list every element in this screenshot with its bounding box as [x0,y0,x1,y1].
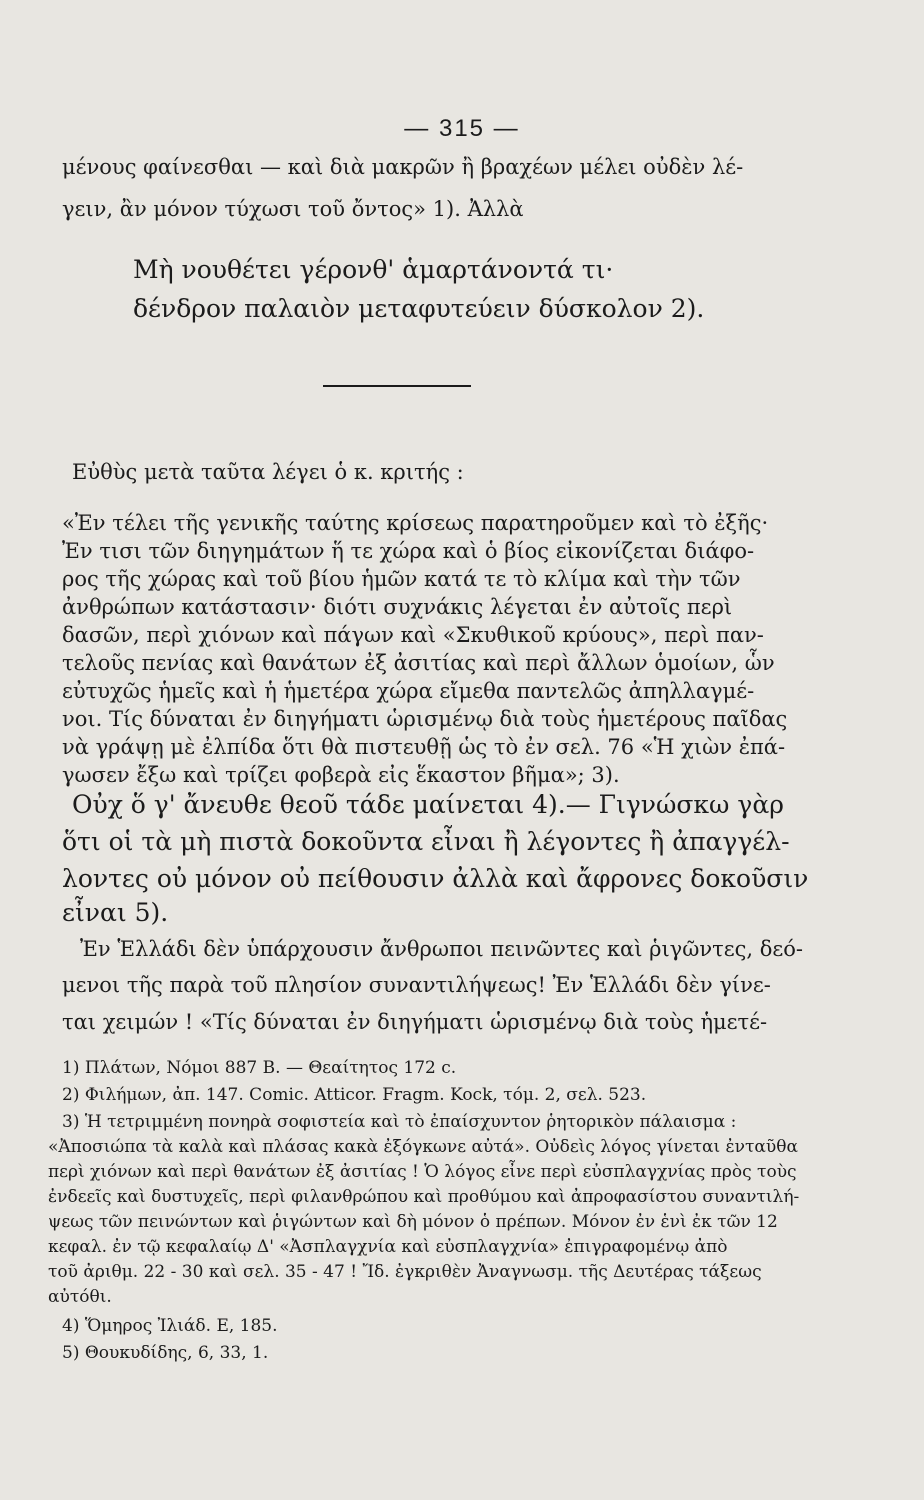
quote-line: τελοῦς πενίας καὶ θανάτων ἐξ ἀσιτίας καὶ περὶ ἄλλων ὁμοίων, ὧν [62,651,775,675]
section-divider [323,385,471,387]
quote-line: νὰ γράψῃ μὲ ἐλπίδα ὅτι θὰ πιστευθῇ ὡς τὸ ἐν σελ. 76 «Ἡ χιὼν ἐπά- [62,735,786,759]
quote-line: νοι. Τίς δύναται ἐν διηγήματι ὡρισμένῳ διὰ τοὺς ἡμετέρους παῖδας [62,707,788,731]
footnote-line: περὶ χιόνων καὶ περὶ θανάτων ἐξ ἀσιτίας ! Ὁ λόγος εἶνε περὶ εὐσπλαγχνίας πρὸς τοὺς [48,1162,797,1182]
footnote: 2) Φιλήμων, ἀπ. 147. Comic. Atticor. Fragm. Kock, τόμ. 2, σελ. 523. [62,1085,647,1105]
quote-line: ρος τῆς χώρας καὶ τοῦ βίου ἡμῶν κατά τε τὸ κλίμα καὶ τὴν τῶν [62,567,741,591]
quote-line: «Ἐν τέλει τῆς γενικῆς ταύτης κρίσεως παρατηροῦμεν καὶ τὸ ἐξῆς· [62,511,769,535]
paragraph-line: λοντες οὐ μόνον οὐ πείθουσιν ἀλλὰ καὶ ἄφρονες δοκοῦσιν [62,864,809,893]
paragraph-line: ται χειμών ! «Τίς δύναται ἐν διηγήματι ὡρισμένῳ διὰ τοὺς ἡμετέ- [62,1010,768,1034]
text-line: γειν, ἂν μόνον τύχωσι τοῦ ὄντος» 1). Ἀλλὰ [62,197,524,221]
footnote: 4) Ὅμηρος Ἰλιάδ. Ε, 185. [62,1316,278,1336]
footnote-line: τοῦ ἀριθμ. 22 - 30 καὶ σελ. 35 - 47 ! Ἴδ. ἐγκριθὲν Ἀναγνωσμ. τῆς Δευτέρας τάξεως [48,1262,762,1282]
text-line: μένους φαίνεσθαι — καὶ διὰ μακρῶν ἢ βραχέων μέλει οὐδὲν λέ- [62,155,744,179]
footnote-line: ἐνδεεῖς καὶ δυστυχεῖς, περὶ φιλανθρώπου καὶ προθύμου καὶ ἀπροφασίστου συναντιλή- [48,1187,800,1207]
footnote-line: «Ἀποσιώπα τὰ καλὰ καὶ πλάσας κακὰ ἐξόγκωνε αὐτά». Οὐδεὶς λόγος γίνεται ἐνταῦθα [48,1137,798,1157]
page-number: — 315 — [404,115,520,142]
paragraph-line: ὅτι οἱ τὰ μὴ πιστὰ δοκοῦντα εἶναι ἢ λέγοντες ἢ ἀπαγγέλ- [62,827,790,856]
quote-line: ἀνθρώπων κατάστασιν· διότι συχνάκις λέγεται ἐν αὐτοῖς περὶ [62,595,733,619]
paragraph-line: εἶναι 5). [62,898,169,927]
paragraph-line: μενοι τῆς παρὰ τοῦ πλησίον συναντιλήψεως! Ἐν Ἑλλάδι δὲν γίνε- [62,973,771,997]
footnote-line: αὐτόθι. [48,1287,112,1307]
paragraph-line: Ἐν Ἑλλάδι δὲν ὑπάρχουσιν ἄνθρωποι πεινῶντες καὶ ῥιγῶντες, δεό- [80,937,803,961]
footnote: 5) Θουκυδίδης, 6, 33, 1. [62,1343,269,1363]
verse-line: Μὴ νουθέτει γέρονθ' ἁμαρτάνοντά τι· [133,255,614,284]
paragraph-line: Οὐχ ὅ γ' ἄνευθε θεοῦ τάδε μαίνεται 4).— Γιγνώσκω γὰρ [72,790,784,819]
footnote-line: κεφαλ. ἐν τῷ κεφαλαίῳ Δ' «Ἀσπλαγχνία καὶ εὐσπλαγχνία» ἐπιγραφομένῳ ἀπὸ [48,1237,728,1257]
intro-line: Εὐθὺς μετὰ ταῦτα λέγει ὁ κ. κριτής : [72,460,464,484]
quote-line: γωσεν ἔξω καὶ τρίζει φοβερὰ εἰς ἕκαστον βῆμα»; 3). [62,763,620,787]
quote-line: Ἐν τισι τῶν διηγημάτων ἥ τε χώρα καὶ ὁ βίος εἰκονίζεται διάφο- [62,539,755,563]
quote-line: δασῶν, περὶ χιόνων καὶ πάγων καὶ «Σκυθικοῦ κρύους», περὶ παν- [62,623,764,647]
footnote: 3) Ἡ τετριμμένη πονηρὰ σοφιστεία καὶ τὸ ἐπαίσχυντον ῥητορικὸν πάλαισμα : [62,1112,737,1132]
footnote-line: ψεως τῶν πεινώντων καὶ ῥιγώντων καὶ δὴ μόνον ὁ πρέπων. Μόνον ἐν ἑνὶ ἐκ τῶν 12 [48,1212,778,1232]
quote-line: εὐτυχῶς ἡμεῖς καὶ ἡ ἡμετέρα χώρα εἴμεθα παντελῶς ἀπηλλαγμέ- [62,679,755,703]
footnote: 1) Πλάτων, Νόμοι 887 Β. — Θεαίτητος 172 c. [62,1058,457,1078]
verse-line: δένδρον παλαιὸν μεταφυτεύειν δύσκολον 2). [133,294,705,323]
